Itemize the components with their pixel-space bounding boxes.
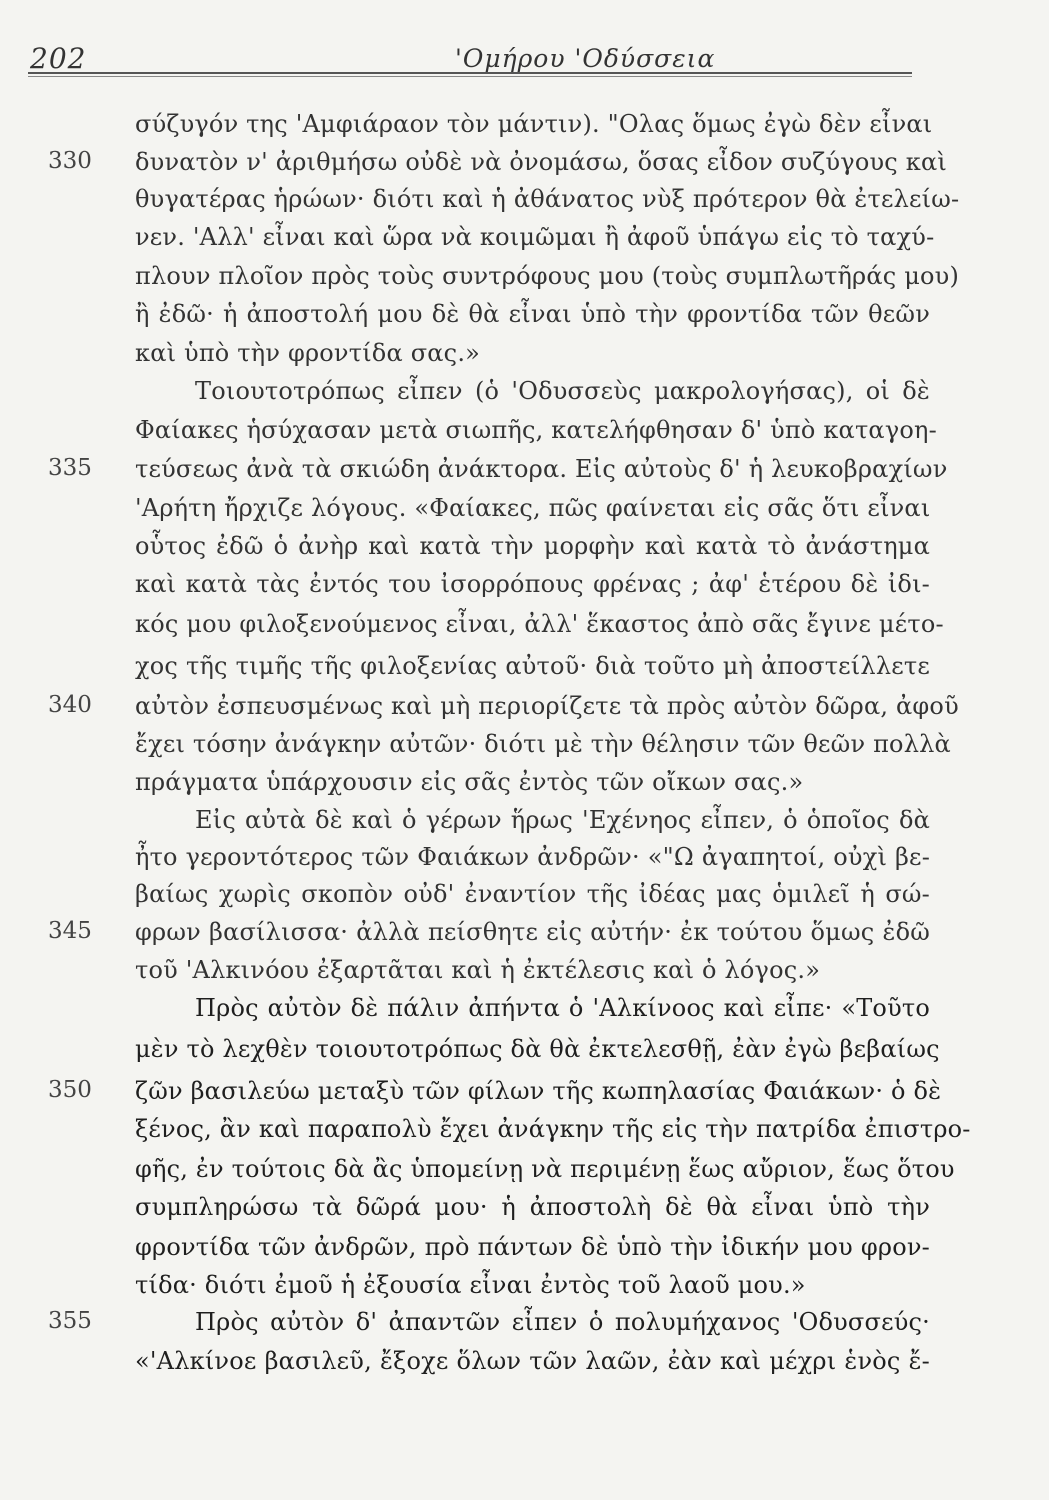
text-line: αὐτὸν ἐσπευσμένως καὶ μὴ περιορίζετε τὰ πρὸς αὐτὸν δῶρα, ἀφοῦ [135, 692, 959, 720]
text-line: 'Αρήτη ἤρχιζε λόγους. «Φαίακες, πῶς φαίνεται εἰς σᾶς ὅτι εἶναι [135, 494, 931, 522]
text-line: πράγματα ὑπάρχουσιν εἰς σᾶς ἐντὸς τῶν οἴκων σας.» [135, 768, 804, 796]
line-number-340: 340 [48, 692, 92, 718]
text-line: μὲν τὸ λεχθὲν τοιουτοτρόπως δὰ θὰ ἐκτελεσθῇ, ἐὰν ἐγὼ βεβαίως [135, 1035, 940, 1063]
text-line: θυγατέρας ἡρώων· διότι καὶ ἡ ἀθάνατος νὺξ πρότερον θὰ ἐτελείω- [135, 185, 960, 213]
header-rule [28, 72, 912, 77]
text-line: ζῶν βασιλεύω μεταξὺ τῶν φίλων τῆς κωπηλασίας Φαιάκων· ὁ δὲ [135, 1077, 942, 1105]
text-line: καὶ κατὰ τὰς ἐντός του ἰσορρόπους φρένας ; ἀφ' ἑτέρου δὲ ἰδι- [135, 570, 930, 598]
text-line: φρων βασίλισσα· ἀλλὰ πείσθητε εἰς αὐτήν· ἐκ τούτου ὅμως ἐδῶ [135, 918, 930, 946]
line-number-335: 335 [48, 455, 92, 481]
text-line: Πρὸς αὐτὸν δὲ πάλιν ἀπήντα ὁ 'Αλκίνοος καὶ εἶπε· «Τοῦτο [195, 994, 930, 1022]
text-line: ἔχει τόσην ἀνάγκην αὐτῶν· διότι μὲ τὴν θέλησιν τῶν θεῶν πολλὰ [135, 730, 951, 758]
text-line: Φαίακες ἡσύχασαν μετὰ σιωπῆς, κατελήφθησαν δ' ὑπὸ καταγοη- [135, 416, 937, 444]
line-number-330: 330 [48, 148, 92, 174]
text-line: καὶ ὑπὸ τὴν φροντίδα σας.» [135, 339, 481, 367]
text-line: οὗτος ἐδῶ ὁ ἀνὴρ καὶ κατὰ τὴν μορφὴν καὶ κατὰ τὸ ἀνάστημα [135, 532, 930, 560]
text-line: κός μου φιλοξενούμενος εἶναι, ἀλλ' ἕκαστος ἀπὸ σᾶς ἔγινε μέτο- [135, 610, 944, 638]
text-line: φροντίδα τῶν ἀνδρῶν, πρὸ πάντων δὲ ὑπὸ τὴν ἰδικήν μου φρον- [135, 1233, 930, 1261]
line-number-345: 345 [48, 918, 92, 944]
running-title: 'Ομήρου 'Οδύσσεια [455, 44, 716, 73]
text-line: «'Αλκίνοε βασιλεῦ, ἔξοχε ὅλων τῶν λαῶν, ἐὰν καὶ μέχρι ἑνὸς ἔ- [135, 1347, 930, 1375]
text-line: Τοιουτοτρόπως εἶπεν (ὁ 'Οδυσσεὺς μακρολογήσας), οἱ δὲ [195, 377, 930, 405]
text-line: ξένος, ἂν καὶ παραπολὺ ἔχει ἀνάγκην τῆς εἰς τὴν πατρίδα ἐπιστρο- [135, 1115, 971, 1143]
text-line: ἦτο γεροντότερος τῶν Φαιάκων ἀνδρῶν· «"Ω ἀγαπητοί, οὐχὶ βε- [135, 843, 930, 871]
text-line: τοῦ 'Αλκινόου ἐξαρτᾶται καὶ ἡ ἐκτέλεσις καὶ ὁ λόγος.» [135, 956, 821, 984]
text-line: δυνατὸν ν' ἀριθμήσω οὐδὲ νὰ ὀνομάσω, ὅσας εἶδον συζύγους καὶ [135, 148, 947, 176]
text-line: Εἰς αὐτὰ δὲ καὶ ὁ γέρων ἥρως 'Εχένηος εἶπεν, ὁ ὁποῖος δὰ [195, 806, 930, 834]
text-line: πλουν πλοῖον πρὸς τοὺς συντρόφους μου (τοὺς συμπλωτῆράς μου) [135, 262, 960, 290]
text-line: Πρὸς αὐτὸν δ' ἀπαντῶν εἶπεν ὁ πολυμήχανος 'Οδυσσεύς· [195, 1308, 930, 1336]
text-line: ἢ ἐδῶ· ἡ ἀποστολή μου δὲ θὰ εἶναι ὑπὸ τὴν φροντίδα τῶν θεῶν [135, 300, 930, 328]
text-line: βαίως χωρὶς σκοπὸν οὐδ' ἐναντίον τῆς ἰδέας μας ὁμιλεῖ ἡ σώ- [135, 880, 930, 908]
text-line: φῆς, ἐν τούτοις δὰ ἂς ὑπομείνῃ νὰ περιμένῃ ἕως αὔριον, ἕως ὅτου [135, 1155, 955, 1183]
text-line: χος τῆς τιμῆς τῆς φιλοξενίας αὐτοῦ· διὰ τοῦτο μὴ ἀποστείλλετε [135, 652, 930, 680]
text-line: τίδα· διότι ἐμοῦ ἡ ἐξουσία εἶναι ἐντὸς τοῦ λαοῦ μου.» [135, 1271, 806, 1299]
text-line: σύζυγόν της 'Αμφιάραον τὸν μάντιν). "Ολας ὅμως ἐγὼ δὲν εἶναι [135, 110, 933, 138]
page-number: 202 [30, 42, 87, 75]
text-line: νεν. 'Αλλ' εἶναι καὶ ὥρα νὰ κοιμῶμαι ἢ ἀφοῦ ὑπάγω εἰς τὸ ταχύ- [135, 223, 935, 251]
text-line: συμπληρώσω τὰ δῶρά μου· ἡ ἀποστολὴ δὲ θὰ εἶναι ὑπὸ τὴν [135, 1193, 930, 1221]
text-line: τεύσεως ἀνὰ τὰ σκιώδη ἀνάκτορα. Εἰς αὐτοὺς δ' ἡ λευκοβραχίων [135, 455, 948, 483]
line-number-355: 355 [48, 1308, 92, 1334]
line-number-350: 350 [48, 1077, 92, 1103]
